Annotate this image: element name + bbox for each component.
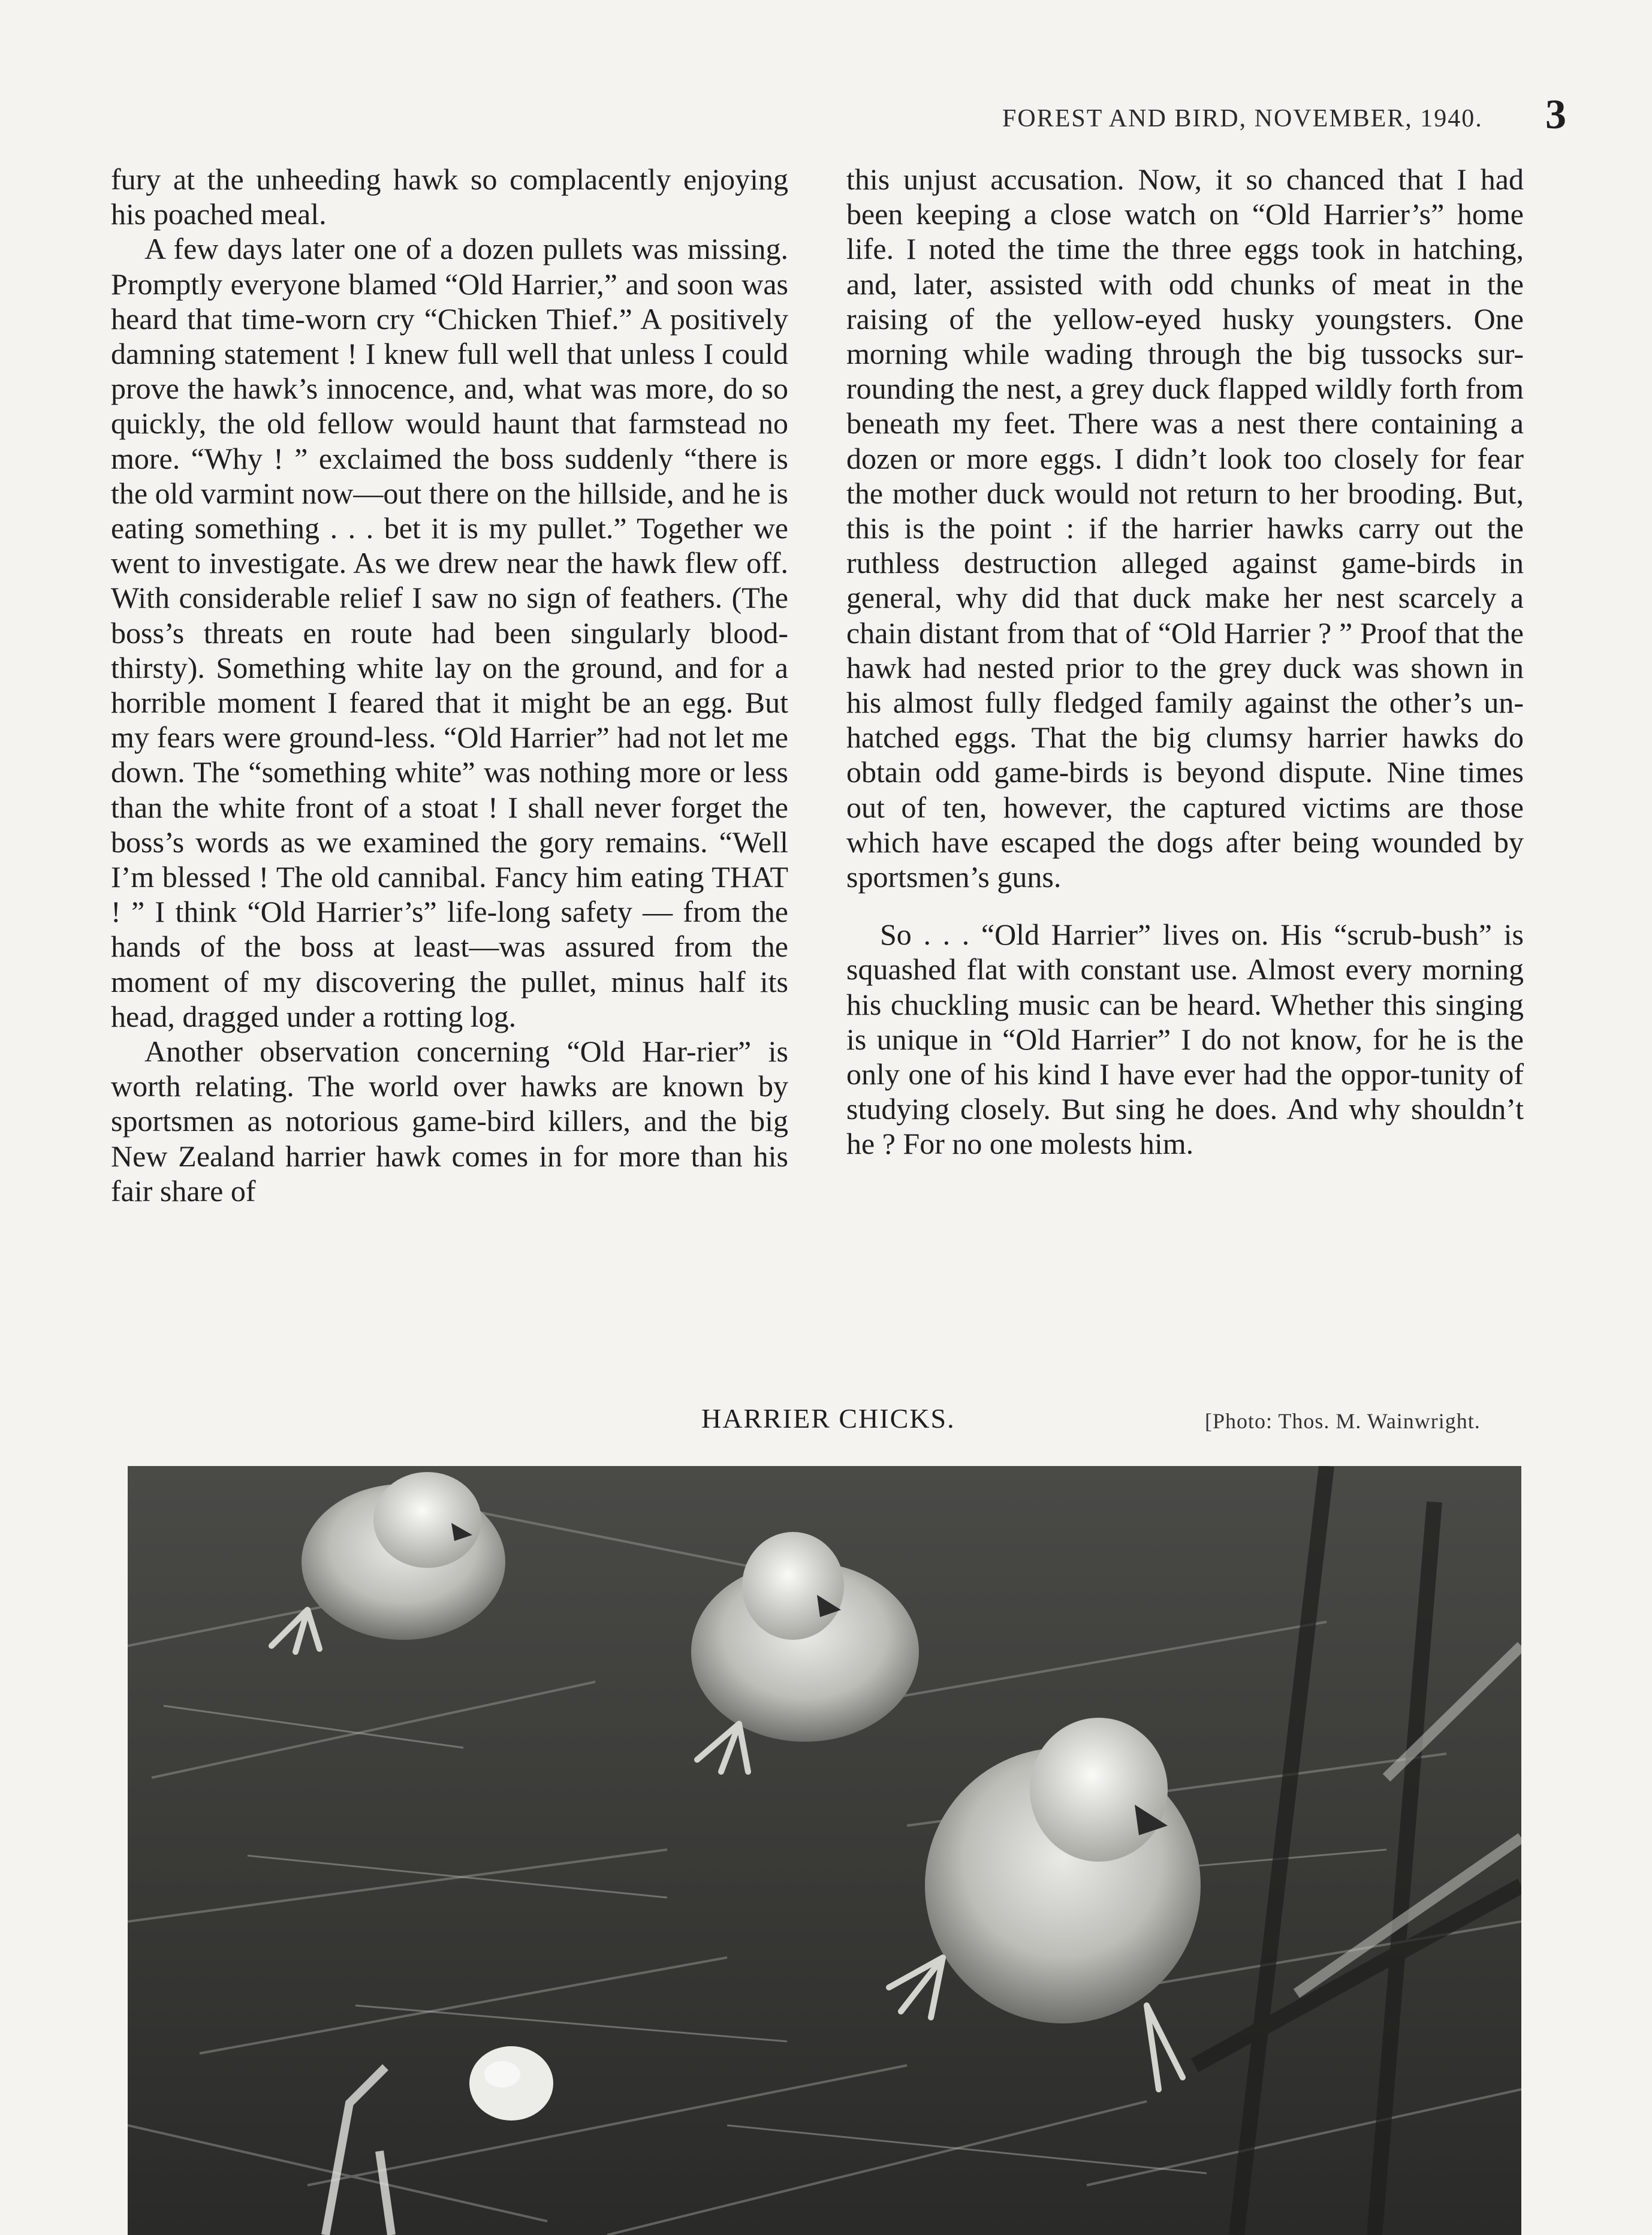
- running-header: [0, 91, 1652, 145]
- harrier-chicks-photo: [128, 1466, 1521, 2235]
- paragraph-left-1: fury at the unheeding hawk so complacently enjoying his poached meal.: [111, 162, 788, 231]
- article-column-right: [846, 162, 1524, 1162]
- paragraph-right-2: So . . . “Old Harrier” lives on. His “scrub-bush” is squashed flat with constant use. Almost every morning his chuckling music can be heard. Whether this singing is unique in “Old Harrier” I do not know, for he is the only one of his kind I have ever had the oppor-tunity of studying closely. But sing he does. And why shouldn’t he ? For no one molests him.: [846, 918, 1524, 1161]
- page-number: 3: [1545, 92, 1566, 138]
- running-title: FOREST AND BIRD, NOVEMBER, 1940.: [1002, 105, 1483, 132]
- paragraph-right-1: this unjust accusation. Now, it so chanced that I had been keeping a close watch on “Old Harrier’s” home life. I noted the time the three eggs took in hatching, and, later, assisted with odd chunks of meat in the raising of the yellow-eyed husky youngsters. One morning while wading through the big tussocks sur-rounding the nest, a grey duck flapped wildly forth from beneath my feet. There was a nest there containing a dozen or more eggs. I didn’t look too closely for fear the mother duck would not return to her brooding. But, this is the point : if the harrier hawks carry out the ruthless destruction alleged against game-birds in general, why did that duck make her nest scarcely a chain distant from that of “Old Harrier ? ” Proof that the hawk had nested prior to the grey duck was shown in his almost fully fledged family against the other’s un-hatched eggs. That the big clumsy harrier hawks do obtain odd game-birds is beyond dispute. Nine times out of ten, however, the captured victims are those which have escaped the dogs after being wounded by sportsmen’s guns.: [846, 162, 1524, 894]
- article-column-left: [111, 162, 788, 1208]
- photo-credit: [Photo: Thos. M. Wainwright.: [1205, 1409, 1481, 1433]
- figure-caption: HARRIER CHICKS.: [701, 1403, 955, 1434]
- photo-illustration: [128, 1466, 1521, 2235]
- figure-caption-row: [0, 1402, 1652, 1444]
- paragraph-left-3: Another observation concerning “Old Har-rier” is worth relating. The world over hawks are known by sportsmen as notorious game-bird killers, and the big New Zealand harrier hawk comes in for more than his fair share of: [111, 1034, 788, 1208]
- paragraph-left-2: A few days later one of a dozen pullets was missing. Promptly everyone blamed “Old Harrier,” and soon was heard that time-worn cry “Chicken Thief.” A positively damning statement ! I knew full well that unless I could prove the hawk’s innocence, and, what was more, do so quickly, the old fellow would haunt that farmstead no more. “Why ! ” exclaimed the boss suddenly “there is the old varmint now—out there on the hillside, and he is eating something . . . bet it is my pullet.” Together we went to investigate. As we drew near the hawk flew off. With considerable relief I saw no sign of feathers. (The boss’s threats en route had been singularly blood-thirsty). Something white lay on the ground, and for a horrible moment I feared that it might be an egg. But my fears were ground-less. “Old Harrier” had not let me down. The “something white” was nothing more or less than the white front of a stoat ! I shall never forget the boss’s words as we examined the gory remains. “Well I’m blessed ! The old cannibal. Fancy him eating THAT ! ” I think “Old Harrier’s” life-long safety — from the hands of the boss at least—was assured from the moment of my discovering the pullet, minus half its head, dragged under a rotting log.: [111, 232, 788, 1033]
